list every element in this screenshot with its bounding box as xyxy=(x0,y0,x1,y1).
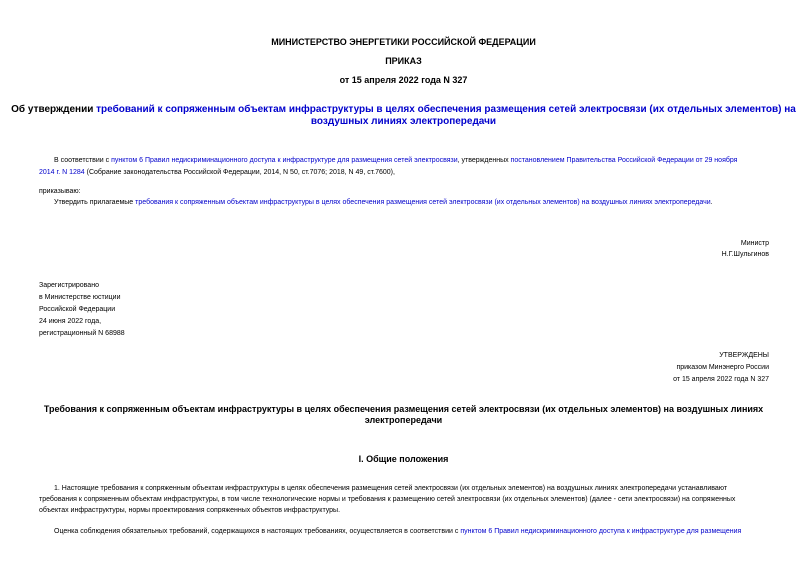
approval-line: от 15 апреля 2022 года N 327 xyxy=(673,376,769,383)
registration-line: в Министерстве юстиции xyxy=(39,294,121,301)
order-title-link-1[interactable]: требований к сопряженным объектам инфраструктуры в целях обеспечения размещения сетей электросвязи (их отдельных элементов) на xyxy=(96,104,796,115)
registration-line: Российской Федерации xyxy=(39,306,116,313)
approval-block xyxy=(560,350,769,386)
order-date-line: от 15 апреля 2022 года N 327 xyxy=(339,75,468,85)
approve-text-b: . xyxy=(710,199,713,206)
preamble-line-1 xyxy=(54,155,737,167)
signature-name: Н.Г.Шульгинов xyxy=(721,251,769,258)
registration-block xyxy=(39,280,125,340)
order-title xyxy=(0,104,807,116)
registration-line: 24 июня 2022 года, xyxy=(39,318,102,325)
section-title: I. Общие положения xyxy=(358,454,449,464)
section-paragraph-line: объектах инфраструктуры, нормы проектирования сопряженных объектов инфраструктуры. xyxy=(39,507,341,514)
order-verb: приказываю: xyxy=(39,188,81,195)
approval-line: приказом Минэнерго России xyxy=(676,364,769,371)
requirements-title-line-2: электропередачи xyxy=(364,415,443,425)
section-paragraph-line: 1. Настоящие требования к сопряженным объектам инфраструктуры в целях обеспечения размещения сетей электросвязи (их отдельных элементов) на воздушных линиях электропередачи устанавливают xyxy=(54,485,728,492)
preamble-line-2 xyxy=(39,167,395,179)
requirements-title-line-1: Требования к сопряженным объектам инфраструктуры в целях обеспечения размещения сетей электросвязи (их отдельных элементов) на воздушных линиях xyxy=(43,404,764,414)
approval-line: УТВЕРЖДЕНЫ xyxy=(719,352,769,359)
registration-line: Зарегистрировано xyxy=(39,282,99,289)
government-decree-link-continued[interactable]: 2014 г. N 1284 xyxy=(39,169,85,176)
approve-text-a: Утвердить прилагаемые xyxy=(54,199,136,206)
ministry-heading: МИНИСТЕРСТВО ЭНЕРГЕТИКИ РОССИЙСКОЙ ФЕДЕРАЦИИ xyxy=(271,37,536,47)
section-paragraph-2 xyxy=(54,526,741,538)
preamble-text-c: (Собрание законодательства Российской Федерации, 2014, N 50, ст.7076; 2018, N 49, ст.7600), xyxy=(84,169,395,176)
rules-link-2[interactable]: пунктом 6 Правил недискриминационного доступа к инфраструктуре для размещения xyxy=(460,528,742,535)
registration-line: регистрационный N 68988 xyxy=(39,330,125,337)
approve-paragraph xyxy=(54,197,713,209)
doc-type-heading: ПРИКАЗ xyxy=(385,56,422,66)
order-title-prefix: Об утверждении xyxy=(11,104,97,115)
rules-link[interactable]: пунктом 6 Правил недискриминационного доступа к инфраструктуре для размещения сетей электросвязи xyxy=(111,157,458,164)
requirements-link[interactable]: требования к сопряженным объектам инфраструктуры в целях обеспечения размещения сетей электросвязи (их отдельных элементов) на воздушных линиях электропередачи xyxy=(135,199,711,206)
preamble-text-a: В соответствии с xyxy=(54,157,112,164)
preamble-text-b: , утвержденных xyxy=(457,157,511,164)
section-paragraph-line: требования к сопряженным объектам инфраструктуры, в том числе технологические нормы и требования к размещению сетей электросвязи (их отдельных элементов) (далее - сети электросвязи) на сопряженных xyxy=(39,496,736,503)
order-title-link-2[interactable]: воздушных линиях электропередачи xyxy=(310,116,497,127)
order-title-continued xyxy=(0,116,807,128)
signature-position: Министр xyxy=(740,240,769,247)
government-decree-link[interactable]: постановлением Правительства Российской Федерации от 29 ноября xyxy=(510,157,738,164)
section-paragraph-2-text: Оценка соблюдения обязательных требований, содержащихся в настоящих требованиях, осуществляется в соответствии с xyxy=(54,528,461,535)
